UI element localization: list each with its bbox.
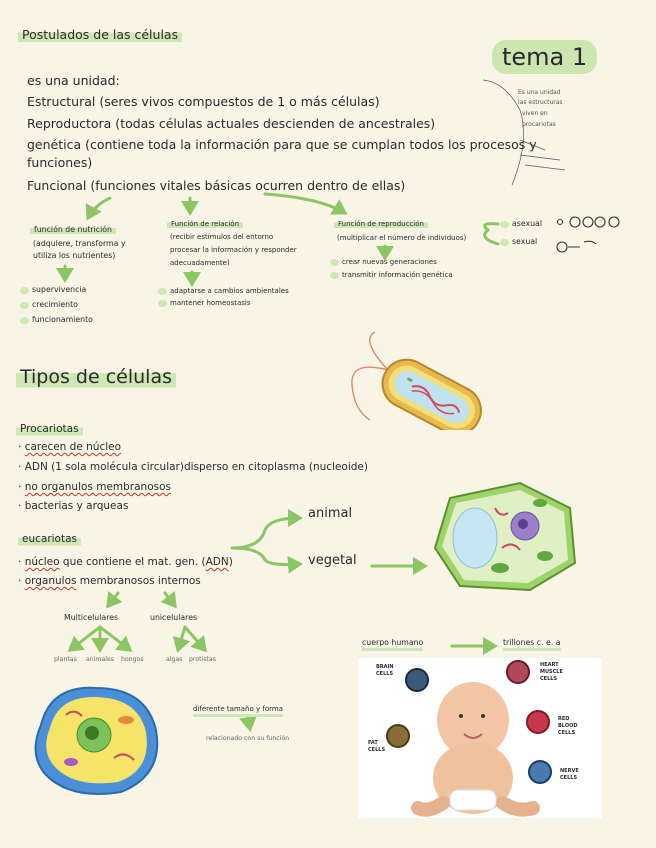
nutricion-item: crecimiento (20, 299, 78, 310)
plant-cell-illustration (430, 478, 580, 596)
tema-label: tema 1 (492, 40, 597, 74)
postulado-genetica-cont: funciones) (27, 155, 93, 170)
reproduccion-item: crear nuevas generaciones (330, 257, 437, 267)
ejemplo-algas: algas (166, 656, 183, 663)
procariota-item: · carecen de núcleo (18, 441, 122, 453)
diferente-tamano: diferente tamaño y forma (193, 704, 283, 717)
eucariota-animal: animal (308, 506, 353, 521)
procariotas-title: Procariotas (16, 422, 83, 437)
multicelulares-label: Multicelulares (64, 613, 119, 622)
funcion-relacion-desc-3: adecuadamente) (170, 259, 230, 267)
postulado-funcional: Funcional (funciones vitales básicas ocurren dentro de ellas) (27, 178, 406, 193)
procariota-item: · ADN (1 sola molécula circular)disperso en citoplasma (nucleoide) (18, 461, 368, 473)
nutricion-item: funcionamiento (20, 314, 93, 325)
animal-cell-illustration (26, 680, 162, 798)
funcion-nutricion-desc-1: (adquiere, transforma y (33, 239, 126, 248)
postulados-title: Postulados de las células (18, 26, 182, 44)
human-cells-photo (358, 658, 602, 818)
funcion-reproduccion-title: Función de reproducción (334, 219, 428, 229)
trillones-celulas: trillones c. e. a (503, 637, 561, 651)
eucariota-vegetal: vegetal (308, 553, 357, 568)
reproduccion-sexual: sexual (500, 236, 537, 247)
eucariotas-title: eucariotas (18, 532, 81, 547)
postulados-intro: es una unidad: (27, 73, 120, 88)
funcion-nutricion-desc-2: utiliza los nutrientes) (33, 251, 116, 260)
svg-text:viven en: viven en (522, 110, 548, 117)
ejemplo-plantas: plantas (54, 656, 77, 663)
bacteria-illustration (340, 330, 490, 430)
funcion-nutricion-title: función de nutrición (30, 224, 116, 235)
svg-text:procariotas: procariotas (522, 121, 556, 128)
ejemplo-hongos: hongos (121, 656, 144, 663)
procariota-item: · bacterias y arqueas (18, 500, 129, 512)
postulado-genetica: genética (contiene toda la información para que se cumplan todos los procesos y (27, 137, 537, 152)
procariota-item: · no organulos membranosos (18, 481, 171, 493)
postulado-estructural: Estructural (seres vivos compuestos de 1 o más células) (27, 94, 380, 109)
reproduccion-item: transmitir información genética (330, 270, 453, 280)
label-heart-muscle-cells: HEART MUSCLE CELLS (540, 662, 563, 682)
funcion-reproduccion-desc: (multiplicar el número de individuos) (337, 234, 467, 242)
ejemplo-protistas: protistas (189, 656, 216, 663)
svg-text:Es una unidad: Es una unidad (518, 89, 561, 96)
relacionado-funcion: relacionado con su función (206, 735, 290, 742)
funcion-relacion-desc-2: procesar la información y responder (170, 246, 297, 254)
cuerpo-humano: cuerpo humano (362, 637, 423, 651)
relacion-item: mantener homeostasis (158, 298, 251, 308)
funcion-relacion-title: Función de relación (167, 219, 243, 229)
reproduccion-asexual: asexual (500, 218, 542, 229)
label-red-blood-cells: RED BLOOD CELLS (558, 716, 578, 736)
ejemplo-animales: animales (86, 656, 115, 663)
svg-text:las estructuras: las estructuras (518, 99, 563, 106)
relacion-item: adaptarse a cambios ambientales (158, 286, 289, 296)
eucariota-item-organulos: · organulos membranosos internos (18, 575, 201, 587)
unicelulares-label: unicelulares (150, 613, 198, 622)
funcion-relacion-desc-1: (recibir estímulos del entorno (170, 233, 274, 241)
label-nerve-cells: NERVE CELLS (560, 768, 579, 781)
eucariota-item-nucleo: · núcleo que contiene el mat. gen. (ADN) (18, 556, 233, 568)
label-fat-cells: FAT CELLS (368, 740, 386, 753)
label-brain-cells: BRAIN CELLS (376, 664, 394, 677)
nutricion-item: supervivencia (20, 284, 86, 295)
postulado-reproductora: Reproductora (todas células actuales descienden de ancestrales) (27, 116, 436, 131)
tipos-title: Tipos de células (16, 364, 176, 390)
